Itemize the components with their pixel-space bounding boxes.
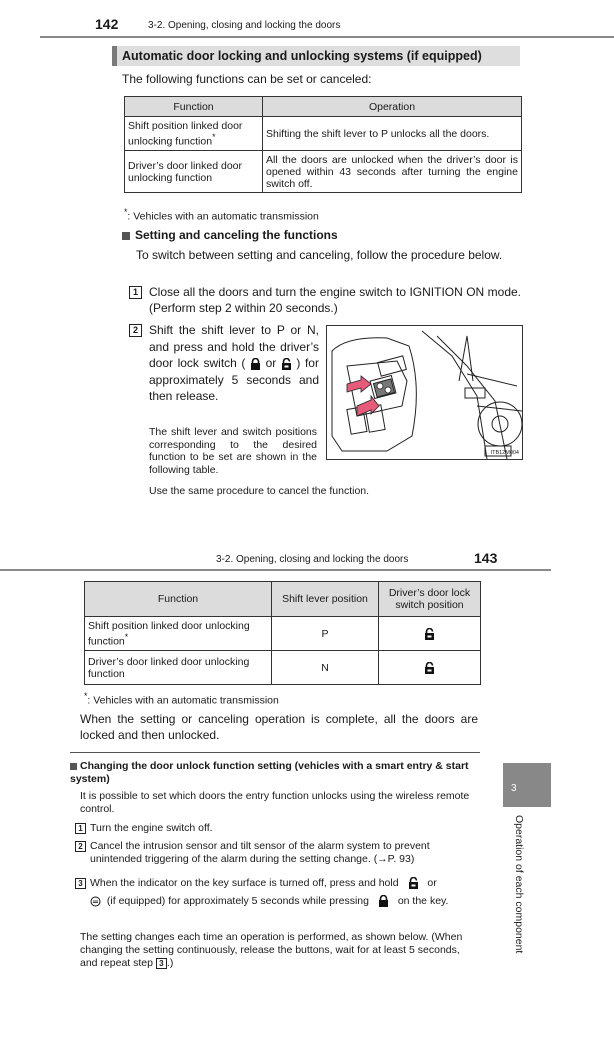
header-rule-2 [0, 569, 551, 571]
position-table [84, 581, 481, 685]
chapter-number: 3 [511, 783, 517, 794]
subheading: Setting and canceling the functions [122, 227, 338, 243]
table-row [85, 651, 481, 685]
step-number-box: 1 [75, 823, 86, 834]
step-2-note: The shift lever and switch positions corresponding to the desired function to be set are shown in the following table. [149, 426, 317, 476]
step-2 [129, 322, 319, 405]
step-1 [129, 284, 521, 316]
step-2-text: Shift the shift lever to P or N, and press and hold the driver’s door lock switch ( or ) for approximately 5 seconds and then release. [149, 323, 319, 403]
step-2-1 [75, 822, 480, 835]
table-cell-function: Driver’s door linked door unlocking function [85, 651, 272, 685]
header-rule [40, 36, 614, 38]
step-2-3 [75, 874, 480, 910]
step-2-3-text: When the indicator on the key surface is turned off, press and hold or (if equipped) for approximately 5 seconds while pressing on the key. [90, 877, 449, 907]
closing-paragraph: The setting changes each time an operation is performed, as shown below. (When changing the setting continuously, release the buttons, wait for at least 5 seconds, and repeat step 3 .) [80, 931, 463, 969]
table-cell-switch-position [379, 617, 481, 651]
footnote-2: *: Vehicles with an automatic transmission [84, 691, 279, 707]
completion-paragraph: When the setting or canceling operation is complete, all the doors are locked and then unlocked. [80, 712, 478, 742]
table-cell-function: Shift position linked door unlocking function* [125, 117, 263, 151]
subheading-2: Changing the door unlock function setting (vehicles with a smart entry & start system) [70, 760, 469, 785]
chapter-tab [503, 763, 551, 807]
table-header-function: Function [85, 582, 272, 617]
step-number-box: 3 [75, 878, 86, 889]
unlock-icon [424, 628, 435, 640]
step-number-box: 3 [156, 958, 167, 969]
door-panel-illustration [327, 326, 522, 459]
panic-button-icon [90, 896, 101, 907]
page-number-2: 143 [474, 550, 498, 566]
step-1-text: Close all the doors and turn the engine switch to IGNITION ON mode. (Perform step 2 within 20 seconds.) [149, 285, 521, 315]
lock-icon [250, 358, 261, 370]
table-row [125, 151, 522, 193]
step-2-2 [75, 840, 480, 866]
table-row [125, 117, 522, 151]
table-header-shift-position: Shift lever position [272, 582, 379, 617]
table-header-switch-position: Driver’s door lock switch position [379, 582, 481, 617]
table-cell-function: Driver’s door linked door unlocking function [125, 151, 263, 193]
table-cell-shift-position: N [272, 651, 379, 685]
step-number-box: 2 [75, 841, 86, 852]
table-row [85, 617, 481, 651]
chapter-title: Operation of each component [513, 815, 525, 954]
door-switch-figure [326, 325, 523, 460]
footnote: *: Vehicles with an automatic transmission [124, 207, 319, 223]
step-2-note-2: Use the same procedure to cancel the function. [149, 485, 370, 497]
unlock-icon [408, 877, 419, 889]
step-number-box: 1 [129, 286, 142, 299]
unlock-icon [281, 358, 292, 370]
step-2-2-text: Cancel the intrusion sensor and tilt sensor of the alarm system to prevent unintended triggering of the alarm during the setting change. (→P. 93) [90, 840, 430, 865]
unlock-icon [424, 662, 435, 674]
table-cell-operation: All the doors are unlocked when the driver’s door is opened within 43 seconds after turning the engine switch off. [263, 151, 522, 193]
procedure-paragraph: To switch between setting and canceling, follow the procedure below. [136, 248, 503, 262]
sub-paragraph: It is possible to set which doors the entry function unlocks using the wireless remote control. [80, 790, 470, 815]
step-number-box: 2 [129, 324, 142, 337]
page-number: 142 [95, 16, 119, 32]
table-cell-shift-position: P [272, 617, 379, 651]
table-cell-switch-position [379, 651, 481, 685]
figure-code: ITB12M004 [490, 450, 519, 456]
table-cell-operation: Shifting the shift lever to P unlocks all the doors. [263, 117, 522, 151]
bullet-square-icon [122, 232, 130, 240]
bullet-square-icon [70, 763, 77, 770]
step-2-1-text: Turn the engine switch off. [90, 822, 213, 834]
table-header-function: Function [125, 97, 263, 117]
lock-icon [378, 895, 389, 907]
header-text: 3-2. Opening, closing and locking the doors [148, 20, 341, 31]
table-cell-function: Shift position linked door unlocking function* [85, 617, 272, 651]
section-title: Automatic door locking and unlocking systems (if equipped) [112, 46, 520, 66]
divider [70, 752, 480, 753]
header-text-2: 3-2. Opening, closing and locking the doors [216, 554, 409, 565]
intro-text: The following functions can be set or canceled: [122, 72, 372, 86]
function-table [124, 96, 522, 193]
table-header-operation: Operation [263, 97, 522, 117]
